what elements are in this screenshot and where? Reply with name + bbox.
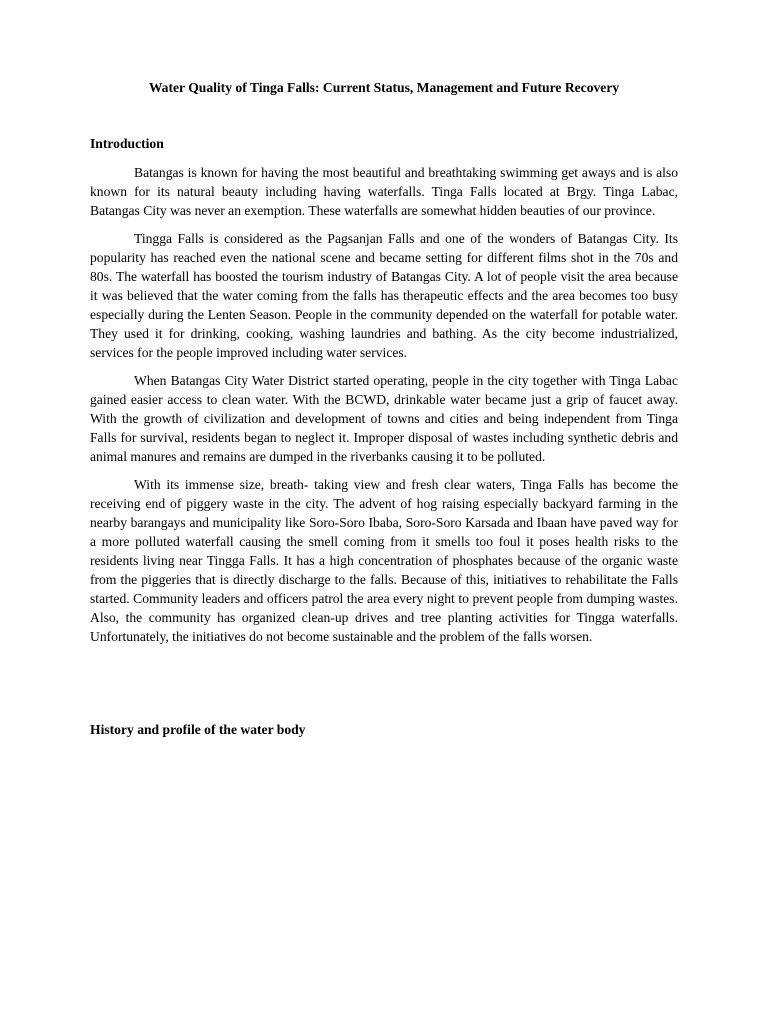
- paragraph-2: Tingga Falls is considered as the Pagsanjan Falls and one of the wonders of Batangas City. Its popularity has reached even the national scene and became setting for different films shot in the 70s and 80s. The waterfall has boosted the tourism industry of Batangas City. A lot of people visit the area because it was believed that the water coming from the falls has therapeutic effects and the area becomes too busy especially during the Lenten Season. People in the community depended on the waterfall for potable water. They used it for drinking, cooking, washing laundries and bathing. As the city become industrialized, services for the people improved including water services.: [90, 231, 678, 360]
- introduction-body: [90, 163, 678, 655]
- document-title: Water Quality of Tinga Falls: Current Status, Management and Future Recovery: [148, 80, 620, 95]
- section-heading-history: History and profile of the water body: [90, 722, 306, 737]
- paragraph-3: When Batangas City Water District started operating, people in the city together with Tinga Labac gained easier access to clean water. With the BCWD, drinkable water became just a grip of faucet away. With the growth of civilization and development of towns and cities and being independent from Tinga Falls for survival, residents began to neglect it. Improper disposal of wastes including synthetic debris and animal manures and remains are dumped in the riverbanks causing it to be polluted.: [90, 373, 678, 464]
- paragraph-4: With its immense size, breath- taking view and fresh clear waters, Tinga Falls has become the receiving end of piggery waste in the city. The advent of hog raising especially backyard farming in the nearby barangays and municipality like Soro-Soro Ibaba, Soro-Soro Karsada and Ibaan have paved way for a more polluted waterfall causing the smell coming from it smells too foul it poses health risks to the residents living near Tingga Falls. It has a high concentration of phosphates because of the organic waste from the piggeries that is directly discharge to the falls. Because of this, initiatives to rehabilitate the Falls started. Community leaders and officers patrol the area every night to prevent people from dumping wastes. Also, the community has organized clean-up drives and tree planting activities for Tingga waterfalls. Unfortunately, the initiatives do not become sustainable and the problem of the falls worsen.: [90, 477, 678, 644]
- section-heading-introduction: Introduction: [90, 136, 164, 151]
- paragraph-1: Batangas is known for having the most beautiful and breathtaking swimming get aways and is also known for its natural beauty including having waterfalls. Tinga Falls located at Brgy. Tinga Labac, Batangas City was never an exemption. These waterfalls are somewhat hidden beauties of our province.: [90, 165, 678, 218]
